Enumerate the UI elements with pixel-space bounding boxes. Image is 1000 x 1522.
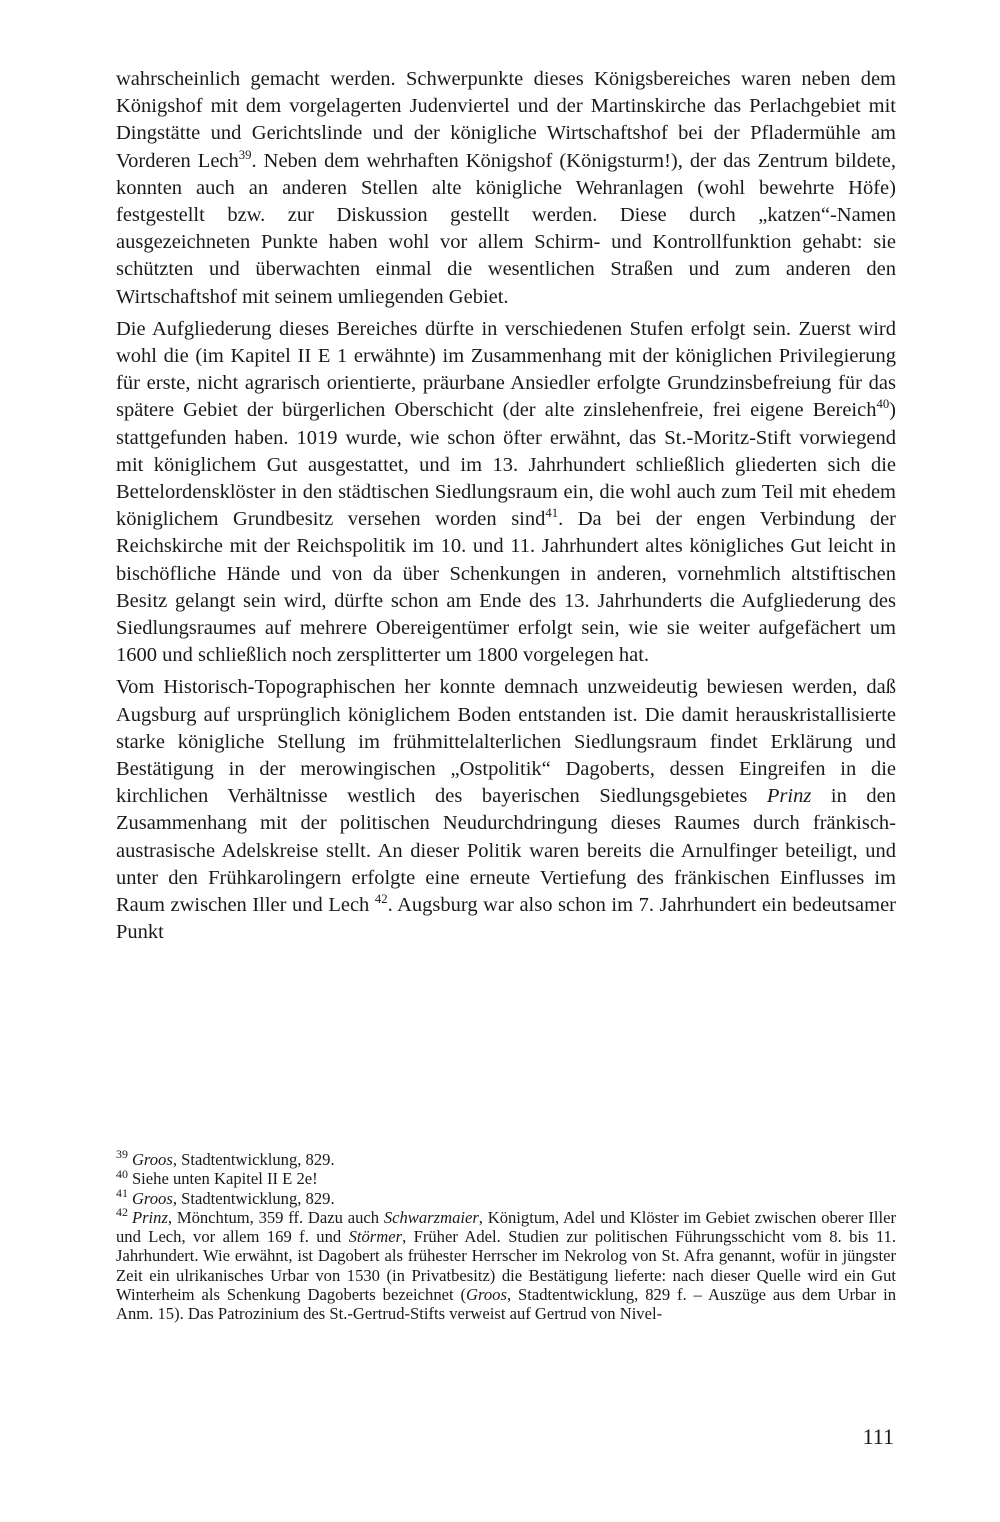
footnote-number: 40 [116, 1166, 128, 1181]
author-name: Prinz [766, 785, 812, 808]
paragraph-1 [116, 66, 896, 311]
footnote-41 [116, 1186, 896, 1208]
text-run: Die Aufgliederung dieses Bereiches dürfte in verschiedenen Stufen erfolgt sein. Zuerst wird wohl die (im Kapitel II E 1 erwähnte) im Zusammenhang mit der königlichen Privilegierung für erste, nicht agrarisch orientierte, präurbane Ansiedler erfolgte Grundzinsbefreiung für das spätere Gebiet der bürgerlichen Oberschicht (der alte zinslehenfreie, frei eigene Bereich [116, 317, 896, 422]
text-run: ) stattgefunden haben. 1019 wurde, wie schon öfter erwähnt, das St.-Moritz-Stift vorwiegend mit königlichem Gut ausgestattet, und im 13. Jahrhundert schließlich gliederten sich die Bettelordensklöster in den städtischen Siedlungsraum ein, die wohl auch zum Teil mit ehedem königlichem Grundbesitz versehen worden sind [116, 399, 896, 531]
author-name: Groos [131, 1150, 173, 1169]
footnotes [116, 1147, 896, 1324]
footnote-42 [116, 1205, 896, 1324]
text-run: . Augsburg war also schon im 7. Jahrhundert ein bedeutsamer Punkt [116, 894, 897, 944]
text-run: . Neben dem wehrhaften Königshof (Königsturm!), der das Zentrum bildete, konnten auch an anderen Stellen alte königliche Wehranlagen (wohl bewehrte Höfe) festgestellt bzw. zur Diskussion gestellt werden. Diese durch „katzen“-Namen ausgezeichneten Punkte haben wohl vor allem Schirm- und Kontrollfunktion gehabt: sie schützten und überwachten einmal die wesentlichen Straßen und zum anderen den Wirtschaftshof mit seinem umliegenden Gebiet. [116, 149, 897, 308]
footnote-number: 41 [116, 1186, 128, 1201]
footnote-number: 39 [116, 1147, 128, 1162]
author-name: Groos [466, 1285, 507, 1305]
footnote-text: , Stadtentwicklung, 829 f. – Auszüge aus dem Urbar in Anm. 15). Das Patrozinium des St.-Gertrud-Stifts verweist auf Gertrud von Nivel- [116, 1285, 896, 1324]
author-name: Groos [131, 1188, 173, 1208]
footnote-ref-41[interactable]: 41 [545, 506, 559, 521]
text-run: . Da bei der engen Verbindung der Reichskirche mit der Reichspolitik im 10. und 11. Jahrhundert altes königliches Gut leicht in bischöfliche Hände und von da über Schenkungen in anderen, vornehmlich altstiftischen Besitz gelangt sein wird, dürfte schon am Ende des 13. Jahrhunderts die Aufgliederung des Siedlungsraumes auf mehrere Obereigentümer erfolgt sein, wie sie weiter aufgefächert um 1600 und schließlich noch zersplitterter um 1800 vorgelegen hat. [116, 508, 897, 667]
footnote-text: , Stadtentwicklung, 829. [172, 1188, 335, 1208]
footnote-text: , Mönchtum, 359 ff. Dazu auch [167, 1207, 380, 1227]
text-run: in den Zusammenhang mit der politischen Neudurchdringung dieses Raumes durch fränkisch-austrasische Adelskreise stellt. An dieser Politik waren bereits die Arnulfinger beteiligt, und unter den Frühkarolingern erfolgte eine erneute Vertiefung des fränkischen Einflusses im Raum zwischen Iller und Lech [116, 785, 897, 917]
author-name: Störmer [348, 1227, 403, 1247]
footnote-text: , Stadtentwicklung, 829. [172, 1150, 335, 1169]
author-name: Schwarzmaier [383, 1207, 479, 1227]
author-name: Prinz [131, 1207, 168, 1227]
footnote-39 [116, 1147, 896, 1169]
main-text [116, 66, 896, 947]
footnote-ref-40[interactable]: 40 [876, 397, 890, 412]
footnote-ref-42[interactable]: 42 [374, 892, 388, 907]
footnote-40 [116, 1166, 896, 1189]
footnote-text: , Königtum, Adel und Klöster im Gebiet zwischen oberer Iller und Lech, vor allem 169 f. und [116, 1207, 896, 1247]
footnote-text: , Früher Adel. Studien zur politischen Führungsschicht vom 8. bis 11. Jahrhundert. Wie erwähnt, ist Dagobert als frühester Herrscher im Nekrolog von St. Afra genannt, wofür in jüngster Zeit ein ulrikanisches Urbar von 1530 (in Privatbesitz) die Bestätigung lieferte: nach dieser Quelle wird ein Gut Winterheim als Schenkung Dagoberts bezeichnet ( [116, 1227, 896, 1305]
paragraph-3 [116, 674, 896, 946]
footnote-ref-39[interactable]: 39 [238, 147, 252, 162]
paragraph-2 [116, 316, 896, 670]
text-run: wahrscheinlich gemacht werden. Schwerpunkte dieses Königsbereiches waren neben dem Königshof mit dem vorgelagerten Judenviertel und der Martinskirche das Perlachgebiet mit Dingstätte und Gerichtslinde und der königliche Wirtschaftshof bei der Pfladermühle am Vorderen Lech [116, 68, 896, 172]
footnote-text: Siehe unten Kapitel II E 2e! [131, 1169, 318, 1189]
text-run: Vom Historisch-Topographischen her konnte demnach unzweideutig bewiesen werden, daß Augsburg auf ursprünglich königlichem Boden entstanden ist. Die damit herauskristallisierte starke königliche Stellung im frühmittelalterlichen Siedlungsraum findet Erklärung und Bestätigung in der merowingischen „Ostpolitik“ Dagoberts, dessen Eingreifen in die kirchlichen Verhältnisse westlich des bayerischen Siedlungsgebietes [116, 676, 896, 808]
page-number: 111 [862, 1424, 894, 1449]
footnote-number: 42 [116, 1205, 128, 1220]
